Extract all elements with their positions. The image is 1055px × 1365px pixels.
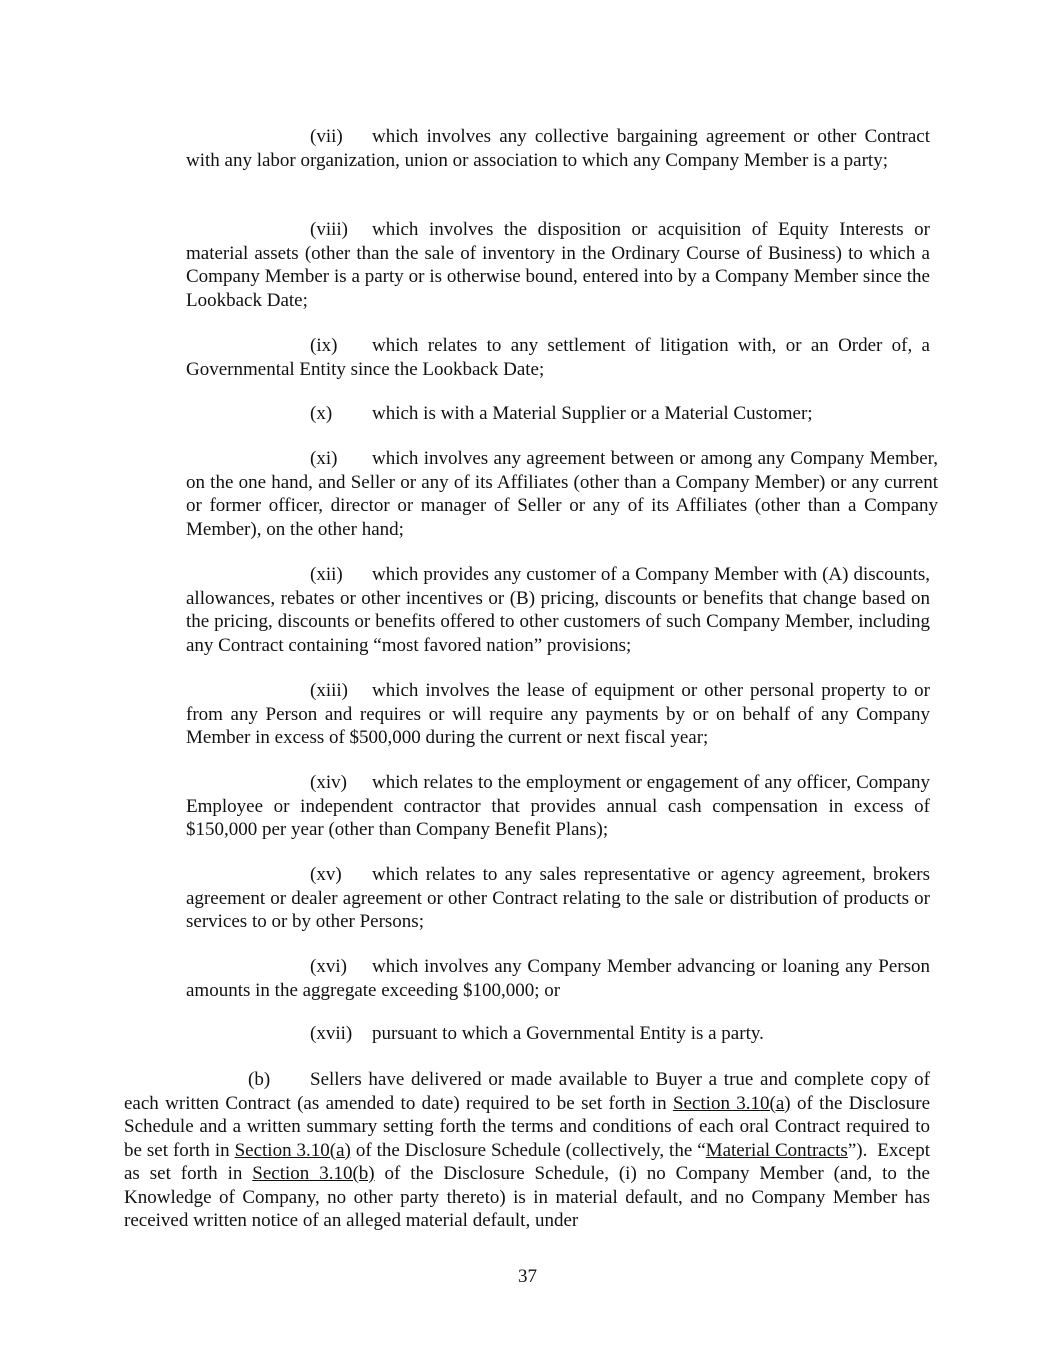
clause-number: (ix) (310, 335, 338, 356)
clause-x (186, 402, 930, 426)
section-reference: Section 3.10(b) (252, 1163, 375, 1184)
clause-xv (186, 863, 930, 934)
clause-xi (186, 447, 938, 541)
clause-text: which is with a Material Supplier or a Material Customer; (372, 403, 813, 424)
clause-text: which relates to the employment or engagement of any officer, Company Employee or independent contractor that provides annual cash compensation in excess of $150,000 per year (other than Company Benefit Plans); (186, 772, 930, 840)
clause-text: which involves the disposition or acquisition of Equity Interests or material assets (other than the sale of inventory in the Ordinary Course of Business) to which a Company Member is a party or is otherwise bound, entered into by a Company Member since the Lookback Date; (186, 219, 930, 311)
section-reference: Section 3.10(a) (672, 1092, 791, 1114)
clause-text: which involves any collective bargaining agreement or other Contract with any labor organization, union or association to which any Company Member is a party; (186, 126, 930, 171)
clause-number: (vii) (310, 126, 343, 147)
clause-number: (xv) (310, 864, 342, 885)
paragraph-text: ”). Except as set forth in (124, 1139, 935, 1184)
clause-number: (xvii) (310, 1023, 353, 1044)
paragraph-text: of the Disclosure Schedule (collectively, the “ (350, 1139, 706, 1161)
clause-number: (xiv) (310, 772, 347, 793)
clause-text: which involves the lease of equipment or other personal property to or from any Person and requires or will require any payments by or on behalf of any Company Member in excess of $500,000 during the current or next fiscal year; (186, 680, 930, 748)
clause-text: which provides any customer of a Company Member with (A) discounts, allowances, rebates or other incentives or (B) pricing, discounts or benefits that change based on the pricing, discounts or benefits offered to other customers of such Company Member, including any Contract containing “most favored nation” provisions; (186, 564, 930, 656)
clause-number: (xi) (310, 448, 338, 469)
paragraph-number: (b) (248, 1069, 271, 1090)
clause-xii (186, 563, 930, 657)
clause-text: pursuant to which a Governmental Entity is a party. (372, 1023, 764, 1044)
defined-term: Material Contracts (705, 1139, 848, 1161)
clause-xiii (186, 679, 930, 750)
paragraph-b (124, 1068, 935, 1233)
clause-xvi (186, 955, 930, 1002)
clause-number: (viii) (310, 219, 348, 240)
clause-viii (186, 218, 930, 312)
clause-text: which involves any Company Member advancing or loaning any Person amounts in the aggregate exceeding $100,000; or (186, 956, 930, 1001)
clause-number: (x) (310, 403, 333, 424)
clause-number: (xii) (310, 564, 343, 585)
clause-xvii (186, 1022, 930, 1046)
section-reference: Section 3.10(a) (234, 1139, 351, 1161)
clause-number: (xiii) (310, 680, 348, 701)
page-number: 37 (518, 1266, 537, 1287)
clause-ix (186, 334, 930, 381)
paragraph-text: Sellers have delivered or made available to Buyer a true and complete copy of each written Contract (as amended to date) required to be set forth in (124, 1069, 930, 1114)
clause-text: which relates to any sales representative or agency agreement, brokers agreement or dealer agreement or other Contract relating to the sale or distribution of products or services to or by other Persons; (186, 864, 930, 932)
clause-vii (186, 125, 930, 172)
clause-text: which involves any agreement between or among any Company Member, on the one hand, and Seller or any of its Affiliates (other than a Company Member) or any current or former officer, director or manager of Seller or any of its Affiliates (other than a Company Member), on the other hand; (186, 448, 938, 540)
paragraph-text: of the Disclosure Schedule, (i) no Company Member (and, to the Knowledge of Company, no other party thereto) is in material default, and no Company Member has received written notice of an alleged material default, under (124, 1163, 930, 1231)
clause-number: (xvi) (310, 956, 347, 977)
paragraph-text: of the Disclosure Schedule and a written summary setting forth the terms and conditions of each oral Contract required to be set forth in (124, 1092, 930, 1161)
clause-xiv (186, 771, 930, 842)
clause-text: which relates to any settlement of litigation with, or an Order of, a Governmental Entity since the Lookback Date; (186, 335, 930, 380)
